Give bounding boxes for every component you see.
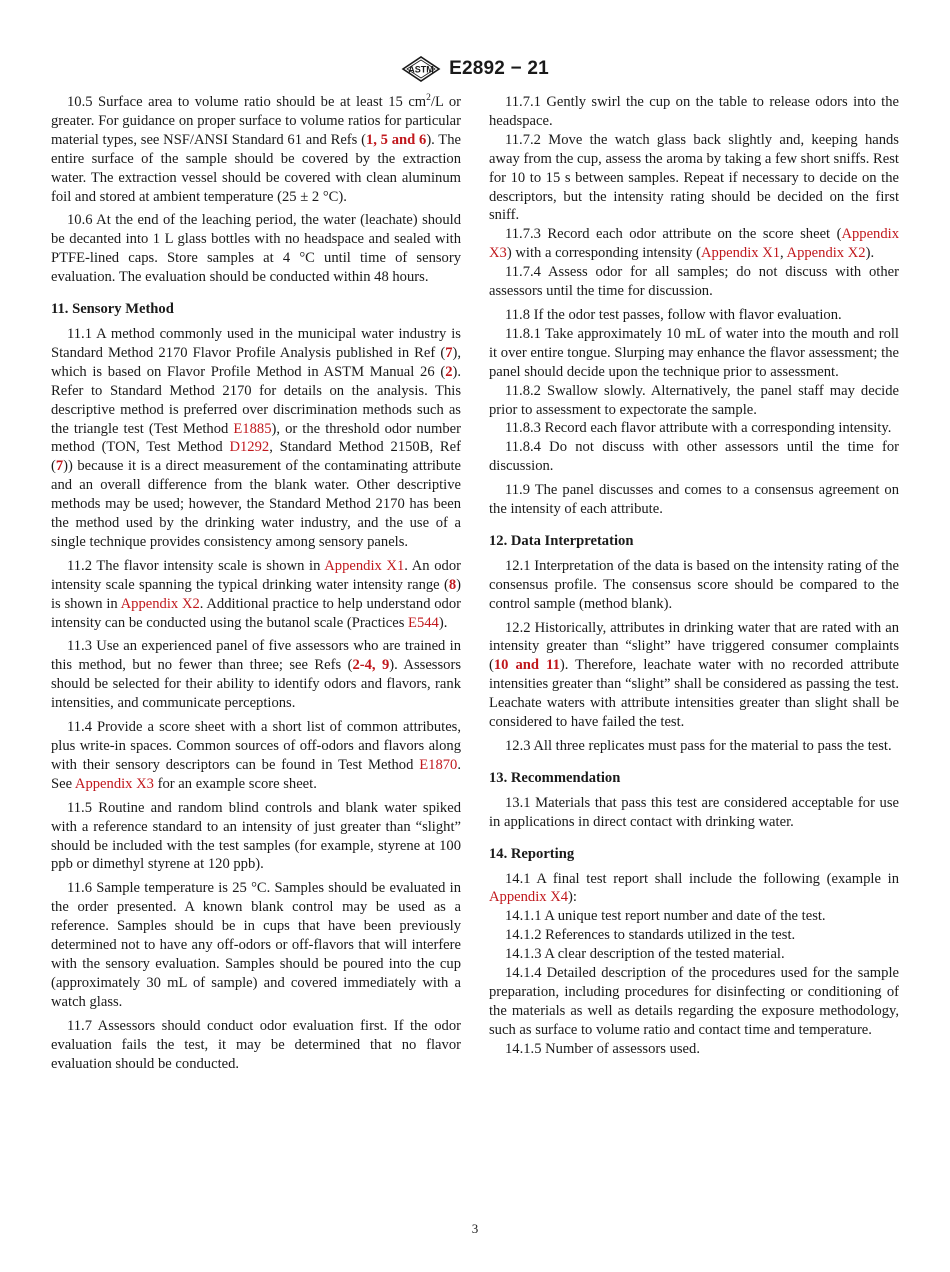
paragraph-12-3: 12.3 All three replicates must pass for the material to pass the test. (505, 738, 892, 754)
page-number: 3 (471, 1221, 479, 1236)
paragraph-11-8-4: 11.8.4 Do not discuss with other assessors until the time for discussion. (489, 439, 899, 475)
svg-text:ASTM: ASTM (408, 64, 434, 75)
appendix-link-x1[interactable]: Appendix X1 (324, 557, 405, 574)
paragraph-11-1: 11.1 A method commonly used in the municipal water industry is Standard Method 2170 Flavor Profile Analysis published in Ref (7), which is based on Flavor Profile Method in ASTM Manual 26 (2). Refer to Standard Method 2170 for details on the analysis. This descriptive method is preferred over discrimination methods such as the triangle test (Test Method E1885), or the threshold odor number method (TON, Test Method D1292, Standard Method 2150B, Ref (7)) because it is a direct measurement of the contaminating attribute and an overall difference from the blank water. Other descriptive methods may be used; however, the Standard Method 2170 has been the method used by the drinking water industry, and the use of a single technique provides consistency among sensory panels. (51, 325, 461, 550)
paragraph-11-8-2: 11.8.2 Swallow slowly. Alternatively, the panel staff may decide prior to assessment to expectorate the sample. (489, 382, 899, 418)
paragraph-11-8-1: 11.8.1 Take approximately 10 mL of water into the mouth and roll it over entire tongue. Slurping may enhance the flavor assessment; the panel should decide upon the technique prior to assessment. (489, 325, 899, 380)
page-header (0, 54, 950, 84)
standard-link-e544[interactable]: E544 (408, 614, 439, 631)
paragraph-11-8: 11.8 If the odor test passes, follow with flavor evaluation. (505, 306, 842, 323)
section-heading-11: 11. Sensory Method (51, 301, 174, 318)
paragraph-14-1-5: 14.1.5 Number of assessors used. (505, 1040, 700, 1057)
appendix-link-x2[interactable]: Appendix X2 (786, 245, 866, 262)
paragraph-11-9: 11.9 The panel discusses and comes to a consensus agreement on the intensity of each attribute. (489, 482, 899, 518)
paragraph-10-6: 10.6 At the end of the leaching period, the water (leachate) should be decanted into 1 L glass bottles with no headspace and sealed with PTFE-lined caps. Store samples at 4 °C until time of sensory evaluation. The evaluation should be conducted within 48 hours. (51, 212, 461, 286)
standard-link-e1885[interactable]: E1885 (233, 420, 272, 437)
appendix-link-x3[interactable]: Appendix X3 (74, 775, 154, 792)
paragraph-14-1-4: 14.1.4 Detailed description of the procedures used for the sample preparation, including procedures for disinfecting or conditioning of the materials as well as details regarding the exposure methodology, such as surface to volume ratio and contact time and temperature. (489, 965, 899, 1038)
paragraph-11-4: 11.4 Provide a score sheet with a short list of common attributes, plus write-in spaces. Common sources of off-odors and flavors along with their sensory descriptors can be found in Test Method E1870. See Appendix X3 for an example score sheet. (51, 719, 461, 792)
paragraph-11-7-1: 11.7.1 Gently swirl the cup on the table to release odors into the headspace. (489, 94, 899, 129)
paragraph-11-8-3: 11.8.3 Record each flavor attribute with a corresponding intensity. (505, 420, 892, 437)
paragraph-11-5: 11.5 Routine and random blind controls and blank water spiked with a reference standard to an intensity of just greater than “slight” should be included with the test samples (for example, styrene at 100 ppb or dimethyl styrene at 120 ppb). (51, 799, 461, 873)
paragraph-11-2: 11.2 The flavor intensity scale is shown in Appendix X1. An odor intensity scale spanning the typical drinking water intensity range (8) is shown in Appendix X2. Additional practice to help understand odor intensity can be conducted using the butanol scale (Practices E544). (51, 557, 461, 631)
paragraph-14-1-1: 14.1.1 A unique test report number and date of the test. (505, 908, 826, 925)
paragraph-11-7-3: 11.7.3 Record each odor attribute on the score sheet (Appendix X3) with a corresponding intensity (Appendix X1, Appendix X2). (489, 226, 899, 262)
section-heading-14: 14. Reporting (489, 845, 575, 862)
standard-link-e1870[interactable]: E1870 (419, 756, 458, 773)
paragraph-10-5: 10.5 Surface area to volume ratio should be at least 15 $cm^2/L$ or greater. For guidance on proper surface to volume ratios for particular material types, see NSF/ANSI Standard 61 and Refs (1, 5 and 6). The entire surface of the sample should be covered by the extraction water. The extraction vessel should be covered with clean aluminum foil and stored at ambient temperature (25 ± 2 °C). (51, 93, 462, 205)
right-column (489, 93, 899, 1059)
astm-logo-icon (401, 55, 441, 83)
paragraph-11-7: 11.7 Assessors should conduct odor evaluation first. If the odor evaluation fails the test, it may be determined that no flavor evaluation should be conducted. (51, 1017, 461, 1072)
standard-link-d1292[interactable]: D1292 (229, 439, 270, 456)
section-heading-12: 12. Data Interpretation (489, 532, 634, 549)
paragraph-12-1: 12.1 Interpretation of the data is based on the intensity rating of the consensus profile. The consensus score should be compared to the control sample (method blank). (489, 557, 899, 612)
paragraph-14-1-2: 14.1.2 References to standards utilized in the test. (505, 927, 796, 944)
reference-link[interactable]: 1, 5 and 6 (365, 131, 427, 148)
appendix-link-x1[interactable]: Appendix X1 (700, 245, 781, 262)
document-designation: E2892 − 21 (449, 58, 549, 79)
reference-link[interactable]: 10 and 11 (493, 657, 560, 674)
reference-link[interactable]: 7 (445, 344, 453, 361)
left-column (51, 93, 461, 1073)
paragraph-11-7-2: 11.7.2 Move the watch glass back slightly and, keeping hands away from the cup, assess the aroma by taking a few short sniffs. Rest for 10 to 15 s between samples. Repeat if necessary to decide on the descriptors, but the intensity rating should be decided on the first sniff. (489, 131, 899, 224)
paragraph-14-1-3: 14.1.3 A clear description of the tested material. (505, 946, 785, 963)
reference-link[interactable]: 8 (448, 576, 457, 593)
paragraph-14-1: 14.1 A final test report shall include the following (example in Appendix X4): (489, 870, 899, 906)
paragraph-11-3: 11.3 Use an experienced panel of five assessors who are trained in this method, but no fewer than three; see Refs (2-4, 9). Assessors should be selected for their ability to identify odors and flavors, rank intensities, and communicate perceptions. (51, 638, 462, 712)
appendix-link-x2[interactable]: Appendix X2 (120, 595, 200, 612)
appendix-link-x3[interactable]: Appendix X3 (489, 226, 899, 262)
paragraph-11-6: 11.6 Sample temperature is 25 °C. Samples should be evaluated in the order presented. A known blank control may be used as a reference. Samples should be in cups that have been previously determined not to have any off-odors or off-flavors that will interfere with the sensory evaluation. Samples should be poured into the cup (approximately 30 mL of sample) and covered immediately with a watch glass. (51, 880, 461, 1010)
reference-link[interactable]: 7 (55, 458, 64, 475)
section-heading-13: 13. Recommendation (489, 769, 621, 786)
paragraph-12-2: 12.2 Historically, attributes in drinking water that are rated with an intensity greater than “slight” have triggered consumer complaints (10 and 11). Therefore, leachate water with no recorded attribute intensities greater than “slight” shall be considered as passing the test. Leachate waters with attribute intensities greater than slight shall be considered to have failed the test. (489, 619, 899, 731)
paragraph-13-1: 13.1 Materials that pass this test are considered acceptable for use in applications in direct contact with drinking water. (489, 794, 899, 830)
paragraph-11-7-4: 11.7.4 Assess odor for all samples; do not discuss with other assessors until the time for discussion. (489, 264, 899, 300)
reference-link[interactable]: 2 (445, 363, 453, 380)
appendix-link-x4[interactable]: Appendix X4 (489, 889, 569, 906)
reference-link[interactable]: 2-4, 9 (352, 657, 390, 674)
